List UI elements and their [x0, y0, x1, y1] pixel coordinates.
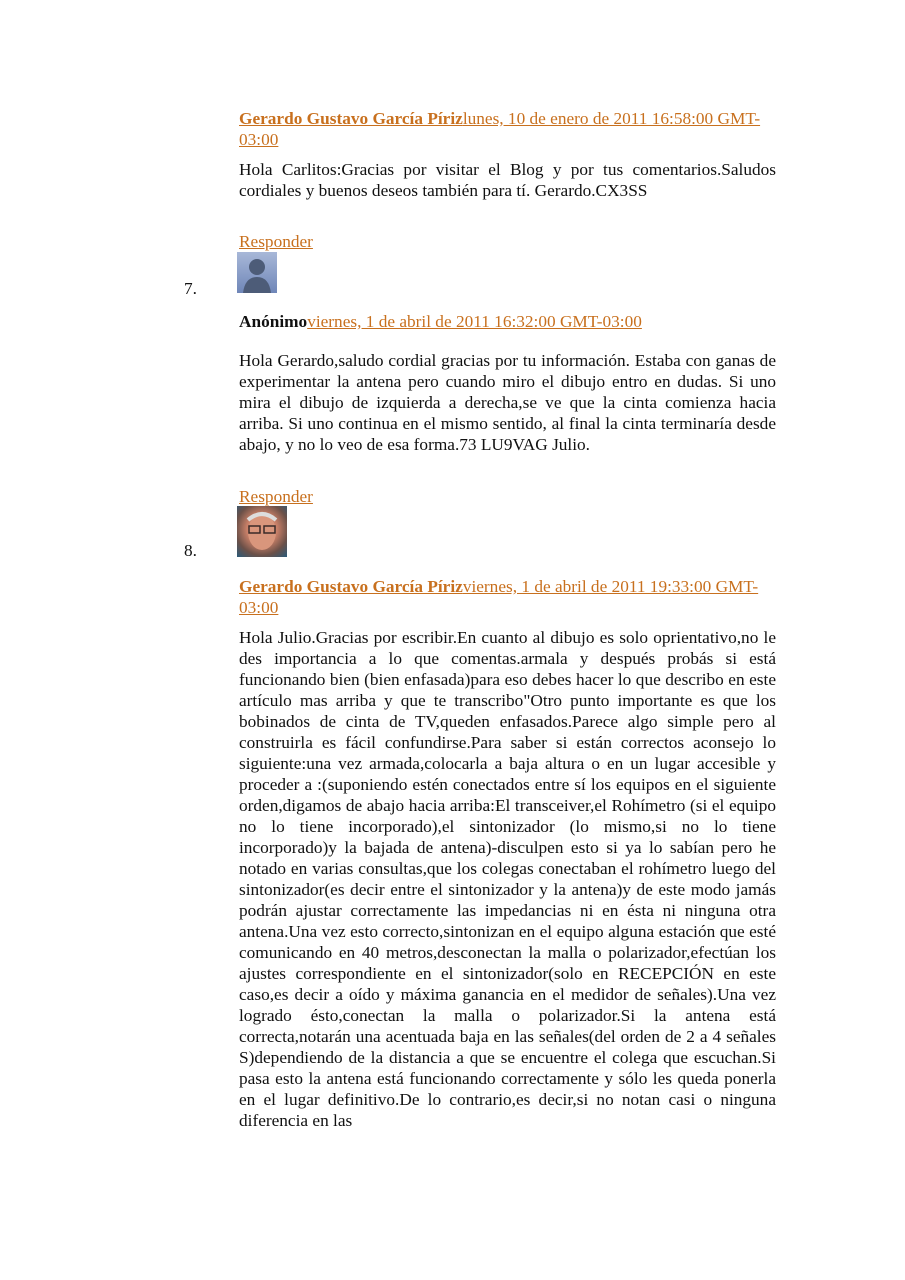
comment-body: Hola Julio.Gracias por escribir.En cuanto al dibujo es solo oprientativo,no le des importancia a lo que comentas.armala y después probás si está funcionando bien (bien enfasada)para eso debes hacer lo que describo en este artículo mas arriba y que te transcribo"Otro punto importante es que los bobinados de cinta de TV,queden enfasados.Parece algo simple pero al construirla es fácil confundirse.Para saber si están correctos aconsejo lo siguiente:una vez armada,colocarla a baja altura o en un lugar accesible y proceder a :(suponiendo estén conectados entre sí los equipos en el siguiente orden,digamos de abajo hacia arriba:El transceiver,el Rohímetro (si el equipo no lo tiene incorporado),el sintonizador (lo mismo,si no lo tiene incorporado)y la bajada de antena)-disculpen esto si ya lo sabían pero he notado en varias consultas,que los colegas conectaban el rohímetro luego del sintonizador(es decir entre el sintonizador y la antena)y de este modo jamás podrán ajustar correctamente las impedancias ni en ésta ni ninguna otra antena.Una vez esto correcto,sintonizan en el equipo alguna estación que esté comunicando en 40 metros,desconectan la malla o polarizador,efectúan los ajustes correspondiente en el sintonizador(solo en RECEPCIÓN en este caso,es decir a oído y máxima ganancia en el medidor de señales).Una vez logrado ésto,conectan la malla o polarizador.Si la antena está correcta,notarán una acentuada baja en las señales(del orden de 2 a 4 señales S)dependiendo de la distancia a que se encuentre el colega que escuchan.Si pasa esto la antena está funcionando correctamente y sólo les queda ponerla en el lugar definitivo.De lo contrario,es decir,si no notan casi o ninguna diferencia en las	[239, 628, 776, 1130]
comment-header	[239, 576, 776, 618]
user-photo-avatar[interactable]	[237, 506, 287, 557]
comment-date[interactable]: viernes, 1 de abril de 2011 16:32:00 GMT-03:00	[307, 312, 642, 331]
comment-number: 7.	[184, 279, 197, 298]
comment-author: Anónimo	[239, 312, 308, 331]
reply-link[interactable]: Responder	[239, 232, 313, 251]
comment-permalink[interactable]	[239, 577, 758, 617]
reply-link[interactable]: Responder	[239, 487, 313, 506]
comment-date: viernes, 1 de abril de 2011 19:33:00 GMT-03:00	[239, 577, 759, 617]
comment-header	[239, 311, 776, 332]
comment-body: Hola Gerardo,saludo cordial gracias por tu información. Estaba con ganas de experimentar la antena pero cuando miro el dibujo entro en dudas. Si uno mira el dibujo de izquierda a derecha,se ve que la cinta comienza hacia arriba. Si uno continua en el mismo sentido, al final la cinta terminaría desde abajo, y no lo veo de esa forma.73 LU9VAG Julio.	[239, 351, 776, 454]
comment-author: Gerardo Gustavo García Píriz	[239, 577, 463, 596]
comment-date: lunes, 10 de enero de 2011 16:58:00 GMT-03:00	[239, 109, 761, 149]
comment-number: 8.	[184, 541, 197, 560]
comment-body: Hola Carlitos:Gracias por visitar el Blog y por tus comentarios.Saludos cordiales y buenos deseos también para tí. Gerardo.CX3SS	[239, 160, 776, 200]
comment-header	[239, 108, 776, 150]
comment-author: Gerardo Gustavo García Píriz	[239, 109, 463, 128]
default-user-icon[interactable]	[237, 252, 277, 293]
comment-permalink[interactable]	[239, 109, 760, 149]
